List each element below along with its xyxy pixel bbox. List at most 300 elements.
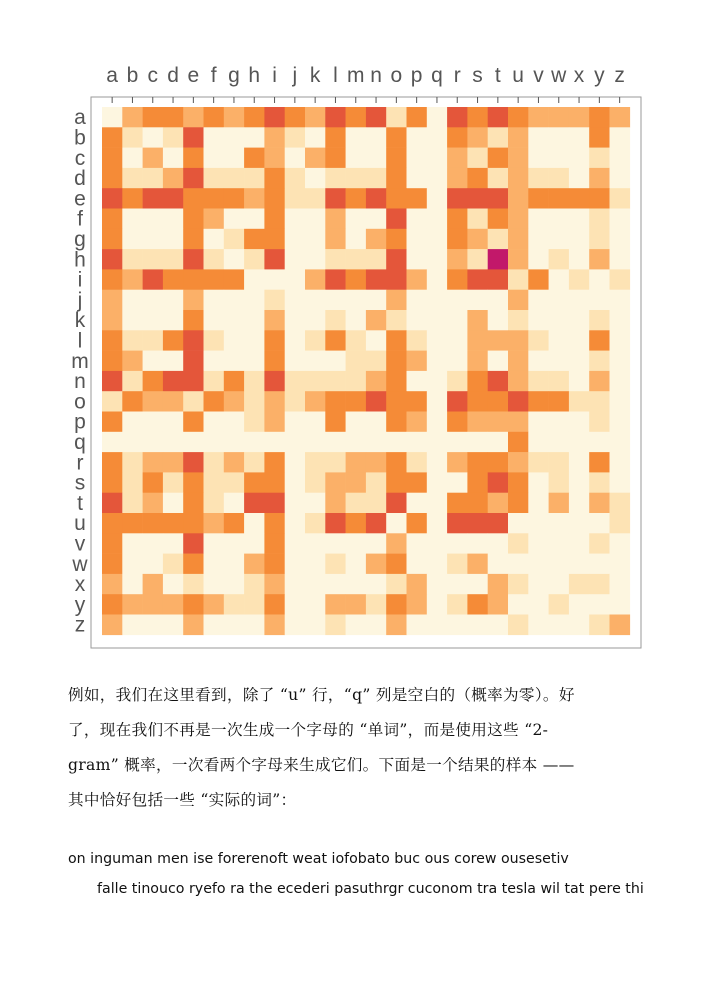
heatmap-cell <box>305 513 326 534</box>
heatmap-cell <box>102 249 123 270</box>
heatmap-cell <box>447 229 468 250</box>
heatmap-cell <box>508 269 529 290</box>
heatmap-cell <box>508 168 529 189</box>
heatmap-cell <box>549 290 570 311</box>
heatmap-cell <box>386 127 407 148</box>
heatmap-cell <box>102 269 123 290</box>
heatmap-cell <box>467 412 488 433</box>
row-label: e <box>74 187 86 211</box>
heatmap-cell <box>183 472 204 493</box>
heatmap-cell <box>244 513 265 534</box>
heatmap-cell <box>569 351 590 372</box>
heatmap-cell <box>549 209 570 230</box>
heatmap-cell <box>244 107 265 128</box>
heatmap-cell <box>143 269 164 290</box>
heatmap-cell <box>589 432 610 453</box>
heatmap-cell <box>407 574 428 595</box>
heatmap-cell <box>244 229 265 250</box>
heatmap-cell <box>346 209 367 230</box>
heatmap-cell <box>325 127 346 148</box>
heatmap-cell <box>549 249 570 270</box>
heatmap-cell <box>589 594 610 615</box>
heatmap-cell <box>549 554 570 575</box>
row-label: m <box>71 349 89 373</box>
heatmap-cell <box>467 493 488 514</box>
heatmap-cell <box>264 554 285 575</box>
heatmap-cell <box>427 229 448 250</box>
heatmap-cell <box>325 594 346 615</box>
heatmap-cell <box>143 452 164 473</box>
heatmap-cell <box>549 107 570 128</box>
heatmap-cell <box>467 168 488 189</box>
heatmap-cell <box>467 574 488 595</box>
heatmap-cell <box>305 127 326 148</box>
heatmap-cell <box>264 107 285 128</box>
heatmap-cell <box>244 168 265 189</box>
heatmap-cell <box>610 513 631 534</box>
heatmap-cell <box>163 188 184 209</box>
heatmap-cell <box>488 371 509 392</box>
heatmap-cell <box>407 391 428 412</box>
heatmap-cell <box>569 574 590 595</box>
heatmap-cell <box>528 188 549 209</box>
heatmap-cell <box>346 533 367 554</box>
heatmap-cell <box>366 412 387 433</box>
heatmap-cell <box>549 127 570 148</box>
heatmap-cell <box>285 371 306 392</box>
heatmap-cell <box>244 432 265 453</box>
heatmap-cell <box>183 432 204 453</box>
heatmap-cell <box>407 229 428 250</box>
heatmap-cell <box>589 209 610 230</box>
heatmap-cell <box>122 391 143 412</box>
heatmap-cell <box>244 615 265 636</box>
heatmap-cell <box>102 351 123 372</box>
row-label: k <box>74 309 86 333</box>
heatmap-cell <box>224 574 245 595</box>
heatmap-cell <box>325 371 346 392</box>
heatmap-cell <box>305 351 326 372</box>
heatmap-cell <box>285 533 306 554</box>
heatmap-cell <box>143 412 164 433</box>
heatmap-cell <box>102 168 123 189</box>
heatmap-cell <box>528 269 549 290</box>
column-label: p <box>410 64 423 87</box>
heatmap-cell <box>224 168 245 189</box>
heatmap-cell <box>122 554 143 575</box>
heatmap-cell <box>366 148 387 169</box>
heatmap-cell <box>305 310 326 331</box>
heatmap-cell <box>244 330 265 351</box>
heatmap-cell <box>183 229 204 250</box>
heatmap-cell <box>204 168 225 189</box>
heatmap-cell <box>102 188 123 209</box>
heatmap-cell <box>102 452 123 473</box>
heatmap-cell <box>346 330 367 351</box>
heatmap-cell <box>549 188 570 209</box>
heatmap-cell <box>204 229 225 250</box>
heatmap-cell <box>285 330 306 351</box>
heatmap-cell <box>467 432 488 453</box>
heatmap-cell <box>488 269 509 290</box>
heatmap-cell <box>467 533 488 554</box>
heatmap-cell <box>224 533 245 554</box>
heatmap-cell <box>366 330 387 351</box>
heatmap-cell <box>244 127 265 148</box>
heatmap-cell <box>610 371 631 392</box>
heatmap-cell <box>122 412 143 433</box>
heatmap-cell <box>163 554 184 575</box>
heatmap-cell <box>285 168 306 189</box>
heatmap-cell <box>163 452 184 473</box>
heatmap-cell <box>569 432 590 453</box>
heatmap-cell <box>447 493 468 514</box>
heatmap-cell <box>305 269 326 290</box>
heatmap-cell <box>386 310 407 331</box>
heatmap-cell <box>163 412 184 433</box>
heatmap-cell <box>407 127 428 148</box>
heatmap-cell <box>366 351 387 372</box>
heatmap-cell <box>589 168 610 189</box>
heatmap-cell <box>346 290 367 311</box>
heatmap-cell <box>264 188 285 209</box>
heatmap-cell <box>447 168 468 189</box>
heatmap-cell <box>183 493 204 514</box>
heatmap-cell <box>467 188 488 209</box>
heatmap-cell <box>427 330 448 351</box>
heatmap-cell <box>183 330 204 351</box>
heatmap-cell <box>407 310 428 331</box>
heatmap-cell <box>204 554 225 575</box>
heatmap-cell <box>163 148 184 169</box>
heatmap-cell <box>204 107 225 128</box>
column-label: q <box>431 64 443 87</box>
heatmap-cell <box>549 594 570 615</box>
heatmap-cell <box>488 533 509 554</box>
heatmap-cell <box>610 391 631 412</box>
heatmap-cell <box>163 168 184 189</box>
heatmap-cell <box>264 249 285 270</box>
heatmap-cell <box>183 513 204 534</box>
heatmap-cell <box>204 127 225 148</box>
heatmap-cell <box>264 269 285 290</box>
row-label: t <box>77 491 83 515</box>
heatmap-cell <box>488 594 509 615</box>
heatmap-cell <box>143 533 164 554</box>
heatmap-cell <box>407 249 428 270</box>
heatmap-cell <box>589 269 610 290</box>
heatmap-cell <box>447 452 468 473</box>
heatmap-cell <box>102 107 123 128</box>
heatmap-cell <box>528 513 549 534</box>
heatmap-cell <box>589 513 610 534</box>
heatmap-cell <box>508 412 529 433</box>
heatmap-cell <box>549 493 570 514</box>
heatmap-cell <box>346 391 367 412</box>
heatmap-cell <box>610 269 631 290</box>
heatmap-cell <box>589 574 610 595</box>
heatmap-cell <box>447 554 468 575</box>
heatmap-cell <box>569 209 590 230</box>
heatmap-cell <box>589 310 610 331</box>
heatmap-cell <box>102 290 123 311</box>
heatmap-cell <box>610 249 631 270</box>
heatmap-cell <box>508 472 529 493</box>
row-label: i <box>77 268 83 292</box>
row-label: v <box>74 532 86 556</box>
paragraph-line: 例如，我们在这里看到，除了 “u” 行，“q” 列是空白的（概率为零）。好 <box>68 686 575 704</box>
heatmap-cell <box>143 148 164 169</box>
heatmap-cell <box>386 513 407 534</box>
heatmap-cell <box>204 432 225 453</box>
heatmap-cell <box>427 472 448 493</box>
heatmap-cell <box>244 188 265 209</box>
heatmap-cell <box>264 209 285 230</box>
heatmap-cell <box>528 107 549 128</box>
heatmap-cell <box>447 615 468 636</box>
heatmap-cell <box>325 229 346 250</box>
heatmap-cell <box>549 269 570 290</box>
heatmap-cell <box>143 330 164 351</box>
heatmap-cell <box>407 615 428 636</box>
heatmap-cell <box>528 615 549 636</box>
column-label: e <box>187 64 200 87</box>
heatmap-cell <box>569 513 590 534</box>
heatmap-cell <box>407 594 428 615</box>
heatmap-cell <box>508 148 529 169</box>
heatmap-cell <box>224 269 245 290</box>
heatmap-cell <box>285 412 306 433</box>
heatmap-cell <box>305 574 326 595</box>
heatmap-cell <box>528 432 549 453</box>
heatmap-cell <box>204 452 225 473</box>
column-label: g <box>228 64 240 87</box>
heatmap-cell <box>589 452 610 473</box>
heatmap-cell <box>427 148 448 169</box>
heatmap-cell <box>427 290 448 311</box>
heatmap-cell <box>427 209 448 230</box>
row-label: n <box>74 370 86 394</box>
heatmap-cell <box>549 432 570 453</box>
heatmap-cell <box>447 209 468 230</box>
heatmap-cell <box>183 452 204 473</box>
heatmap-cell <box>264 452 285 473</box>
heatmap-cell <box>183 188 204 209</box>
heatmap-cell <box>589 249 610 270</box>
heatmap-cell <box>285 391 306 412</box>
heatmap-cell <box>204 615 225 636</box>
row-label: g <box>74 227 86 251</box>
column-label: j <box>292 64 298 87</box>
heatmap-cell <box>528 493 549 514</box>
heatmap-cell <box>163 371 184 392</box>
heatmap-cell <box>183 533 204 554</box>
heatmap-cell <box>610 554 631 575</box>
heatmap-cell <box>346 452 367 473</box>
heatmap-cell <box>143 351 164 372</box>
heatmap-cell <box>346 615 367 636</box>
heatmap-cell <box>305 533 326 554</box>
heatmap-cell <box>528 209 549 230</box>
heatmap-cell <box>264 127 285 148</box>
heatmap-cell <box>122 168 143 189</box>
heatmap-cell <box>163 209 184 230</box>
heatmap-cell <box>589 472 610 493</box>
heatmap-cell <box>122 432 143 453</box>
heatmap-cell <box>610 493 631 514</box>
heatmap-cell <box>224 513 245 534</box>
heatmap-cell <box>143 594 164 615</box>
heatmap-cell <box>285 452 306 473</box>
heatmap-cell <box>285 269 306 290</box>
heatmap-cell <box>569 168 590 189</box>
heatmap-cell <box>569 148 590 169</box>
heatmap-cell <box>447 148 468 169</box>
heatmap-cell <box>467 310 488 331</box>
column-label: l <box>333 64 338 87</box>
heatmap-cell <box>102 209 123 230</box>
heatmap-cell <box>610 229 631 250</box>
heatmap-cell <box>285 594 306 615</box>
heatmap-cell <box>508 310 529 331</box>
heatmap-cell <box>122 249 143 270</box>
heatmap-cell <box>285 513 306 534</box>
row-label: u <box>74 512 86 536</box>
heatmap-cell <box>224 188 245 209</box>
heatmap-cell <box>305 290 326 311</box>
heatmap-cell <box>163 290 184 311</box>
heatmap-cell <box>285 249 306 270</box>
column-label: x <box>573 64 585 87</box>
heatmap-cell <box>102 330 123 351</box>
heatmap-cell <box>224 594 245 615</box>
heatmap-cell <box>264 594 285 615</box>
heatmap-cell <box>224 249 245 270</box>
heatmap-cell <box>224 330 245 351</box>
heatmap-cell <box>488 249 509 270</box>
heatmap-cell <box>610 148 631 169</box>
heatmap-cell <box>163 432 184 453</box>
heatmap-cell <box>224 127 245 148</box>
heatmap-cell <box>264 229 285 250</box>
heatmap-cell <box>285 472 306 493</box>
heatmap-cell <box>427 371 448 392</box>
heatmap-cell <box>264 391 285 412</box>
heatmap-cell <box>102 412 123 433</box>
heatmap-cell <box>346 554 367 575</box>
heatmap-cell <box>346 249 367 270</box>
heatmap-cell <box>610 594 631 615</box>
heatmap-cell <box>183 615 204 636</box>
heatmap-cell <box>346 351 367 372</box>
heatmap-cell <box>285 188 306 209</box>
heatmap-cell <box>285 229 306 250</box>
heatmap-cell <box>528 148 549 169</box>
heatmap-cell <box>610 188 631 209</box>
column-label: z <box>614 64 625 87</box>
heatmap-cell <box>285 290 306 311</box>
row-label: p <box>74 410 86 434</box>
heatmap-cell <box>467 249 488 270</box>
heatmap-cell <box>467 452 488 473</box>
heatmap-cell <box>285 554 306 575</box>
heatmap-cell <box>143 209 164 230</box>
heatmap-cell <box>508 513 529 534</box>
heatmap-cell <box>325 533 346 554</box>
heatmap-cell <box>508 229 529 250</box>
heatmap-cell <box>183 290 204 311</box>
heatmap-cell <box>610 168 631 189</box>
row-label: s <box>74 471 86 495</box>
heatmap-cell <box>122 127 143 148</box>
heatmap-cell <box>528 574 549 595</box>
heatmap-cell <box>610 290 631 311</box>
heatmap-cell <box>325 391 346 412</box>
heatmap-cell <box>102 432 123 453</box>
heatmap-cell <box>366 452 387 473</box>
heatmap-cell <box>447 269 468 290</box>
heatmap-cell <box>610 452 631 473</box>
heatmap-cell <box>589 330 610 351</box>
heatmap-cell <box>549 615 570 636</box>
heatmap-cell <box>204 269 225 290</box>
heatmap-cell <box>386 472 407 493</box>
heatmap-cell <box>569 330 590 351</box>
heatmap-cell <box>427 412 448 433</box>
heatmap-cell <box>346 310 367 331</box>
heatmap-cell <box>447 310 468 331</box>
heatmap-cell <box>407 452 428 473</box>
heatmap-cell <box>285 107 306 128</box>
heatmap-cell <box>163 351 184 372</box>
heatmap-cell <box>549 168 570 189</box>
heatmap-cell <box>366 229 387 250</box>
heatmap-cell <box>569 229 590 250</box>
heatmap-cell <box>488 554 509 575</box>
heatmap-cell <box>366 594 387 615</box>
heatmap-cell <box>224 371 245 392</box>
heatmap-cell <box>325 269 346 290</box>
heatmap-cell <box>549 472 570 493</box>
heatmap-cell <box>386 594 407 615</box>
heatmap-cell <box>122 513 143 534</box>
heatmap-cell <box>467 594 488 615</box>
heatmap-cell <box>366 127 387 148</box>
heatmap-cell <box>508 594 529 615</box>
heatmap-cell <box>447 432 468 453</box>
heatmap-cell <box>264 574 285 595</box>
heatmap-cell <box>386 290 407 311</box>
heatmap-cell <box>305 148 326 169</box>
heatmap-cell <box>427 269 448 290</box>
heatmap-cell <box>467 554 488 575</box>
heatmap-cell <box>325 168 346 189</box>
heatmap-cell <box>204 148 225 169</box>
heatmap-cell <box>264 351 285 372</box>
heatmap-cell <box>264 493 285 514</box>
heatmap-cell <box>102 513 123 534</box>
heatmap-cell <box>102 615 123 636</box>
heatmap-cell <box>143 513 164 534</box>
heatmap-cell <box>285 310 306 331</box>
row-label: d <box>74 167 86 191</box>
heatmap-cell <box>143 391 164 412</box>
row-label: o <box>74 390 86 414</box>
heatmap-cell <box>305 391 326 412</box>
heatmap-cell <box>346 168 367 189</box>
heatmap-cell <box>467 107 488 128</box>
heatmap-cell <box>569 269 590 290</box>
